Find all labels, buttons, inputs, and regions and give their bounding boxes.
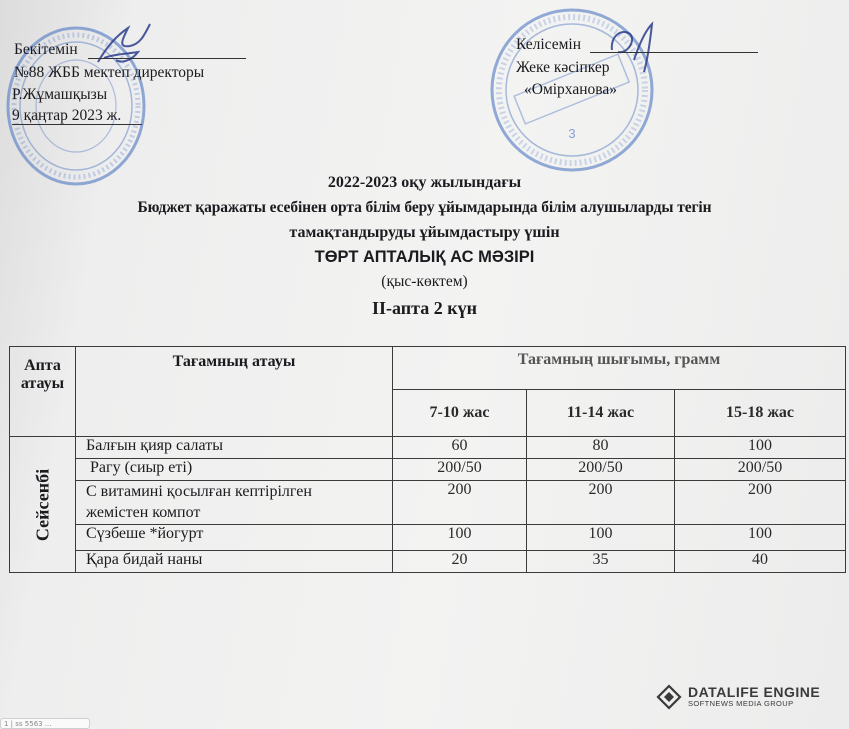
portion-value: 100 (748, 525, 772, 542)
portion-value: 40 (752, 551, 768, 568)
dish-name: С витамині қосылған кептірілген жемістен компот (86, 483, 312, 521)
stamp-number: 3 (568, 126, 576, 141)
portion-value: 100 (588, 525, 613, 542)
approve-label: Бекітемін (14, 41, 78, 58)
entrepreneur-name: «Омірханова» (524, 81, 618, 98)
portion-value: 200/50 (578, 459, 623, 476)
approval-date: 9 қаңтар 2023 ж. (12, 107, 122, 124)
watermark-title: DATALIFE ENGINE (688, 684, 821, 700)
document-subtitle-2: тамақтандыруды ұйымдастыру үшін (289, 224, 560, 241)
menu-table (9, 346, 846, 573)
portion-value: 200 (447, 481, 472, 498)
portion-value: 20 (451, 551, 468, 568)
portion-value: 200 (748, 481, 772, 498)
dish-name: Сүзбеше *йогурт (86, 525, 204, 542)
table-row (10, 525, 846, 551)
academic-year: 2022-2023 оқу жылындағы (327, 174, 522, 191)
portion-value: 200 (588, 481, 613, 498)
col-day-header: Апта атауы (20, 357, 65, 392)
portion-value: 200/50 (737, 459, 783, 476)
portion-value: 35 (592, 551, 609, 568)
portion-value: 100 (748, 437, 772, 454)
dish-name: Балғын қияр салаты (86, 437, 223, 454)
datalife-watermark (656, 684, 820, 710)
entrepreneur-title: Жеке кәсіпкер (516, 59, 610, 76)
day-label: Сейсенбі (32, 468, 52, 541)
document-subtitle: Бюджет қаражаты есебінен орта білім беру ұйымдарында білім алушыларды тегін (137, 199, 712, 216)
menu-title: ТӨРТ АПТАЛЫҚ АС МӘЗІРІ (314, 248, 535, 266)
age-group-header: 11-14 жас (566, 404, 635, 421)
director-name: Р.Жұмашқызы (12, 86, 108, 103)
table-row (10, 437, 846, 459)
age-group-header: 15-18 жас (725, 404, 795, 421)
table-row (10, 551, 846, 573)
director-title: №88 ЖББ мектеп директоры (14, 64, 205, 81)
agree-label: Келісемін (516, 36, 582, 53)
portion-value: 100 (447, 525, 472, 542)
season: (қыс-көктем) (381, 273, 468, 290)
portion-value: 200/50 (437, 459, 482, 476)
watermark-subtitle: SOFTNEWS MEDIA GROUP (688, 699, 794, 708)
col-name-header: Тағамның атауы (172, 353, 296, 370)
entrepreneur-signature (604, 20, 662, 76)
dish-name: Қара бидай наны (86, 551, 203, 568)
dish-name: Рагу (сиыр еті) (86, 459, 193, 476)
week-day: ІІ-апта 2 күн (372, 298, 477, 318)
datalife-logo-icon (656, 684, 682, 710)
age-group-header: 7-10 жас (429, 404, 490, 421)
portion-value: 80 (592, 437, 609, 454)
table-row (10, 459, 846, 481)
bottom-tab[interactable]: 1 | ss 5563 ... (0, 718, 90, 729)
col-yield-header: Тағамның шығымы, грамм (517, 351, 721, 368)
portion-value: 60 (451, 437, 468, 454)
table-row (10, 481, 846, 525)
